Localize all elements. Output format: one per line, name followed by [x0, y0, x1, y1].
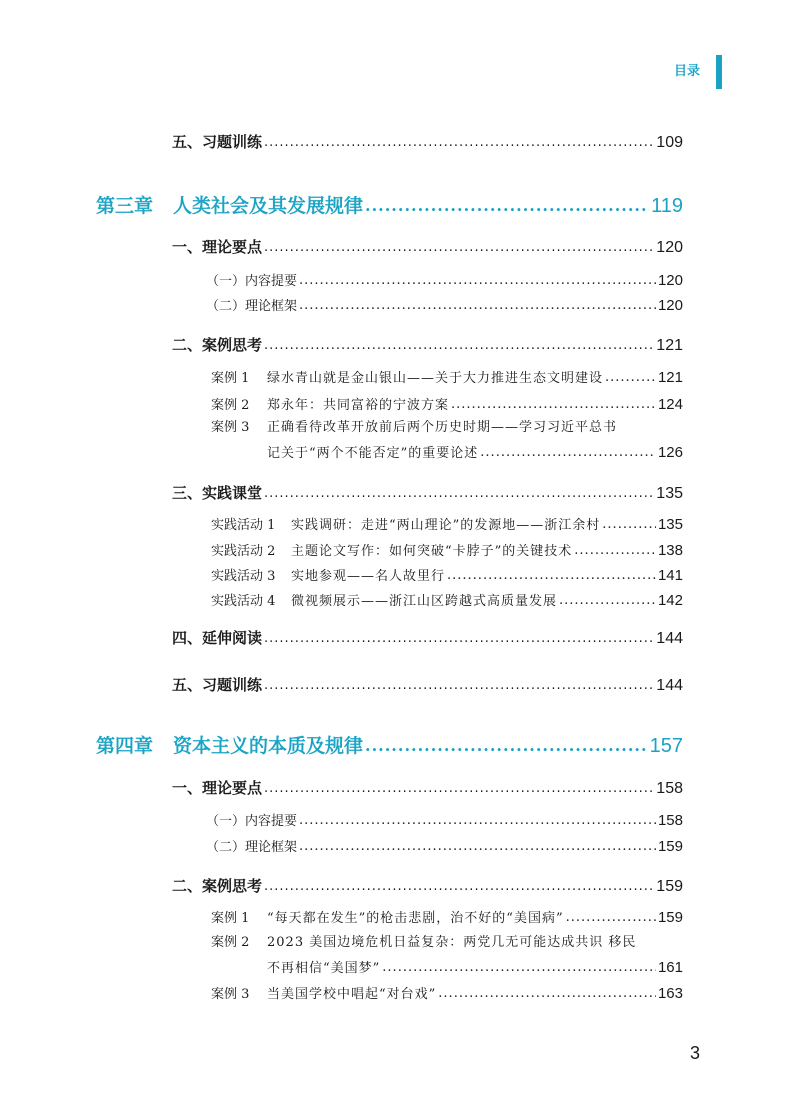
toc-chapter-3[interactable] [96, 191, 683, 218]
case-title-continued: 不再相信“美国梦” [267, 961, 381, 976]
activity-title: 实践调研：走进“两山理论”的发源地——浙江余村 [291, 518, 601, 533]
toc-section[interactable] [172, 627, 683, 648]
case-number: 案例 3 [211, 420, 250, 435]
page-number: 126 [657, 444, 683, 461]
toc-section[interactable] [172, 334, 683, 355]
page-number: 120 [657, 297, 683, 314]
page-number: 124 [657, 396, 683, 413]
leader-dots [264, 678, 654, 693]
toc-case[interactable] [211, 394, 683, 413]
leader-dots [264, 781, 654, 796]
toc-subsection[interactable] [206, 295, 683, 314]
page-number: 158 [656, 780, 683, 797]
leader-dots [264, 135, 654, 150]
leader-dots [365, 196, 649, 215]
page-number: 158 [657, 812, 683, 829]
toc-section[interactable] [172, 482, 683, 503]
activity-number: 实践活动 1 [211, 518, 276, 533]
case-title: 当美国学校中唱起“对台戏” [267, 987, 437, 1002]
toc-case-first-line[interactable] [211, 416, 617, 435]
section-label: 一、理论要点 [172, 779, 263, 797]
toc-case[interactable] [267, 957, 683, 976]
section-label: 五、习题训练 [172, 676, 263, 694]
leader-dots [264, 338, 654, 353]
activity-number: 实践活动 2 [211, 544, 276, 559]
case-number: 案例 1 [211, 911, 250, 926]
toc-activity[interactable] [211, 590, 683, 609]
section-label: 二、案例思考 [172, 336, 263, 354]
leader-dots [382, 960, 656, 975]
case-title: 2023 美国边境危机日益复杂：两党几无可能达成共识 移民 [267, 935, 637, 950]
activity-number: 实践活动 4 [211, 594, 276, 609]
toc-case[interactable] [211, 983, 683, 1002]
section-label: 三、实践课堂 [172, 484, 263, 502]
toc-activity[interactable] [211, 514, 683, 533]
toc-section[interactable] [172, 777, 683, 798]
leader-dots [451, 397, 656, 412]
toc-subsection[interactable] [206, 810, 683, 829]
subsection-label: （二）理论框架 [206, 299, 298, 314]
subsection-label: （二）理论框架 [206, 840, 298, 855]
toc-section[interactable] [172, 875, 683, 896]
toc-section[interactable] [172, 236, 683, 257]
section-label: 一、理论要点 [172, 238, 263, 256]
case-number: 案例 2 [211, 935, 250, 950]
leader-dots [264, 631, 654, 646]
page-number: 109 [656, 134, 683, 151]
leader-dots [602, 517, 656, 532]
toc-section[interactable] [172, 674, 683, 695]
chapter-title: 资本主义的本质及规律 [173, 735, 364, 757]
chapter-number: 第四章 [96, 735, 154, 757]
toc-subsection[interactable] [206, 836, 683, 855]
page-number: 138 [657, 542, 683, 559]
section-label: 五、习题训练 [172, 133, 263, 151]
page-number: 142 [657, 592, 683, 609]
chapter-title: 人类社会及其发展规律 [173, 195, 364, 217]
header-label: 目录 [673, 64, 700, 79]
leader-dots [559, 593, 656, 608]
toc-activity[interactable] [211, 540, 683, 559]
page-number: 144 [656, 630, 683, 647]
leader-dots [566, 910, 656, 925]
page-number: 119 [651, 195, 683, 217]
leader-dots [299, 273, 656, 288]
toc-subsection[interactable] [206, 270, 683, 289]
activity-title: 实地参观——名人故里行 [291, 569, 446, 584]
case-title: 绿水青山就是金山银山——关于大力推进生态文明建设 [267, 371, 604, 386]
page-number: 161 [657, 959, 683, 976]
case-title-continued: 记关于“两个不能否定”的重要论述 [267, 446, 479, 461]
case-title: 郑永年：共同富裕的宁波方案 [267, 398, 450, 413]
page-folio: 3 [689, 1043, 700, 1063]
chapter-heading [96, 731, 363, 758]
subsection-label: （一）内容提要 [206, 274, 298, 289]
leader-dots [299, 298, 656, 313]
page-number: 120 [656, 239, 683, 256]
page-number: 141 [657, 567, 683, 584]
subsection-label: （一）内容提要 [206, 814, 298, 829]
page-number: 121 [656, 337, 683, 354]
page-number: 135 [657, 516, 683, 533]
leader-dots [264, 486, 654, 501]
toc-case-first-line[interactable] [211, 931, 636, 950]
leader-dots [574, 543, 656, 558]
toc-case[interactable] [211, 907, 683, 926]
toc-chapter-4[interactable] [96, 731, 683, 758]
leader-dots [264, 879, 654, 894]
page-number: 157 [649, 735, 683, 757]
header-accent-bar [716, 55, 722, 89]
leader-dots [264, 240, 654, 255]
toc-activity[interactable] [211, 565, 683, 584]
page-number: 159 [657, 838, 683, 855]
leader-dots [438, 986, 656, 1001]
page-number: 121 [657, 369, 683, 386]
case-number: 案例 2 [211, 398, 250, 413]
chapter-number: 第三章 [96, 195, 154, 217]
page-number: 163 [657, 985, 683, 1002]
case-title: “每天都在发生”的枪击悲剧，治不好的“美国病” [267, 911, 564, 926]
page-number: 120 [657, 272, 683, 289]
page-number: 144 [656, 677, 683, 694]
activity-title: 微视频展示——浙江山区跨越式高质量发展 [291, 594, 558, 609]
case-number: 案例 3 [211, 987, 250, 1002]
leader-dots [605, 370, 656, 385]
case-title: 正确看待改革开放前后两个历史时期——学习习近平总书 [267, 420, 618, 435]
section-label: 二、案例思考 [172, 877, 263, 895]
leader-dots [365, 736, 648, 755]
toc-case[interactable] [267, 442, 683, 461]
toc-case[interactable] [211, 367, 683, 386]
chapter-heading [96, 191, 363, 218]
case-number: 案例 1 [211, 371, 250, 386]
activity-title: 主题论文写作：如何突破“卡脖子”的关键技术 [291, 544, 573, 559]
page-number: 135 [656, 485, 683, 502]
leader-dots [299, 813, 656, 828]
leader-dots [447, 568, 656, 583]
page-number: 159 [656, 878, 683, 895]
leader-dots [299, 839, 656, 854]
section-label: 四、延伸阅读 [172, 629, 263, 647]
toc-section[interactable] [172, 131, 683, 152]
leader-dots [480, 445, 656, 460]
page-number: 159 [657, 909, 683, 926]
activity-number: 实践活动 3 [211, 569, 276, 584]
